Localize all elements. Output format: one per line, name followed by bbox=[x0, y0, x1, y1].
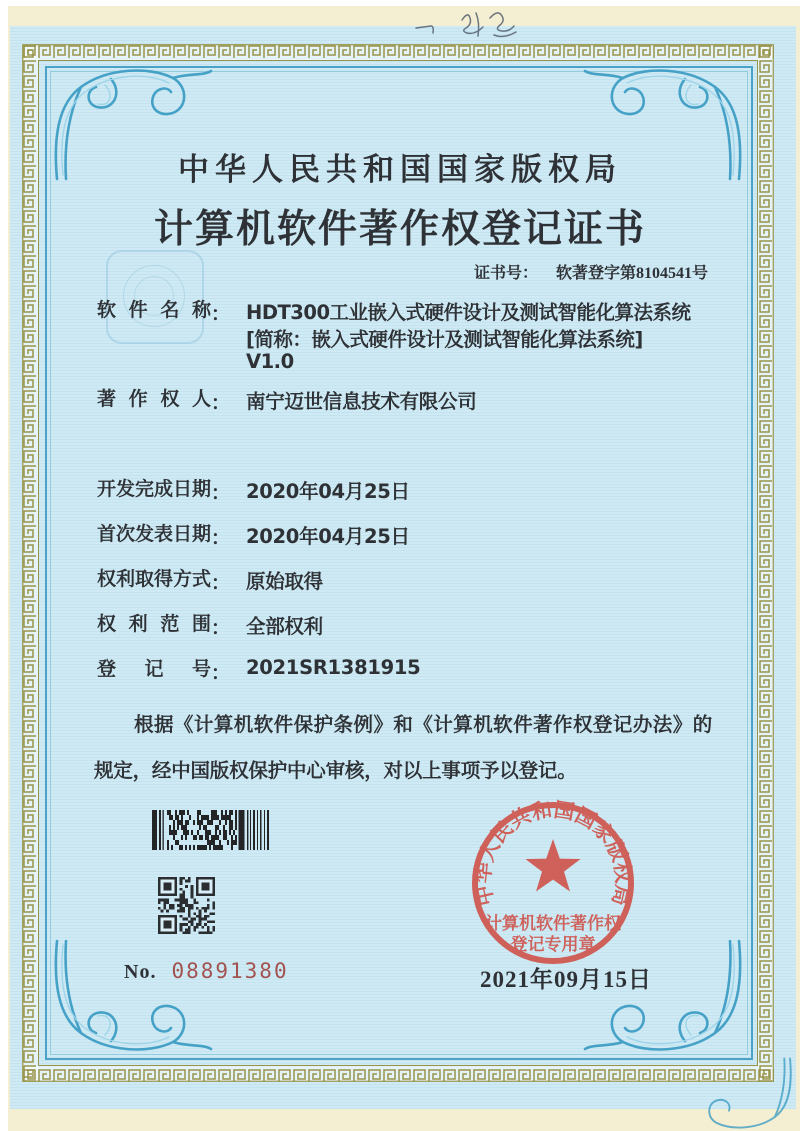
issue-date: 2021年09月15日 bbox=[480, 967, 652, 992]
serial-number-line bbox=[124, 959, 289, 984]
software-name-line1: HDT300工业嵌入式硬件设计及测试智能化算法系统 bbox=[246, 301, 691, 324]
field-label: 软件名称 bbox=[97, 300, 211, 321]
field-label: 著作权人 bbox=[97, 389, 211, 410]
field-label: 权利取得方式 bbox=[97, 569, 212, 590]
field-label: 首次发表日期 bbox=[97, 524, 212, 545]
software-name-line2: [简称：嵌入式硬件设计及测试智能化算法系统] bbox=[246, 328, 643, 351]
corner-flourish-bottom-left bbox=[47, 937, 215, 1055]
field-first-publish-date bbox=[97, 523, 230, 550]
field-colon: ： bbox=[211, 528, 231, 549]
registration-no-value: 2021SR1381915 bbox=[246, 656, 421, 679]
official-seal bbox=[458, 788, 648, 978]
seal-ring-text: 中华人民共和国国家版权局 bbox=[472, 799, 634, 908]
serial-number-value: 08891380 bbox=[171, 959, 289, 983]
field-right-acquire-mode bbox=[97, 568, 230, 595]
copyright-owner-value: 南宁迈世信息技术有限公司 bbox=[246, 390, 477, 413]
outer-wave-ornament bbox=[688, 1056, 798, 1131]
right-acquire-mode-value: 原始取得 bbox=[246, 570, 323, 593]
field-colon: ： bbox=[211, 663, 231, 684]
seal-star-icon bbox=[525, 839, 580, 892]
field-label: 开发完成日期 bbox=[97, 479, 212, 500]
certificate-number-value: 软著登字第8104541号 bbox=[555, 265, 708, 282]
field-colon: ： bbox=[211, 618, 231, 639]
certificate-number-line bbox=[474, 260, 708, 283]
right-scope-value: 全部权利 bbox=[246, 615, 323, 638]
pdf417-barcode bbox=[152, 810, 270, 850]
qr-code bbox=[158, 877, 215, 934]
first-publish-date-value: 2020年04月25日 bbox=[246, 525, 410, 548]
field-registration-no bbox=[97, 658, 230, 685]
certificate-number-label: 证书号： bbox=[473, 265, 538, 282]
field-colon: ： bbox=[211, 483, 231, 504]
field-right-scope bbox=[97, 613, 230, 640]
handwriting-scribble bbox=[410, 5, 540, 41]
field-colon: ： bbox=[211, 304, 231, 325]
software-name-line3: V1.0 bbox=[246, 350, 294, 373]
seal-line1: 计算机软件著作权 bbox=[485, 914, 621, 933]
certificate-title: 计算机软件著作权登记证书 bbox=[153, 208, 646, 251]
field-label: 权利范围 bbox=[97, 614, 211, 635]
watermark-emblem bbox=[106, 250, 204, 344]
field-dev-complete-date bbox=[97, 478, 230, 505]
field-label: 登记号 bbox=[97, 659, 211, 680]
serial-number-label: No. bbox=[124, 961, 157, 983]
field-copyright-owner bbox=[97, 388, 230, 415]
dev-complete-date-value: 2020年04月25日 bbox=[246, 480, 410, 503]
field-software-name bbox=[97, 299, 230, 326]
registration-statement: 根据《计算机软件保护条例》和《计算机软件著作权登记办法》的规定，经中国版权保护中心审核，对以上事项予以登记。 bbox=[94, 713, 712, 782]
field-colon: ： bbox=[211, 573, 231, 594]
field-colon: ： bbox=[211, 393, 231, 414]
seal-line2: 登记专用章 bbox=[510, 935, 596, 954]
authority-title: 中华人民共和国国家版权局 bbox=[178, 152, 622, 187]
